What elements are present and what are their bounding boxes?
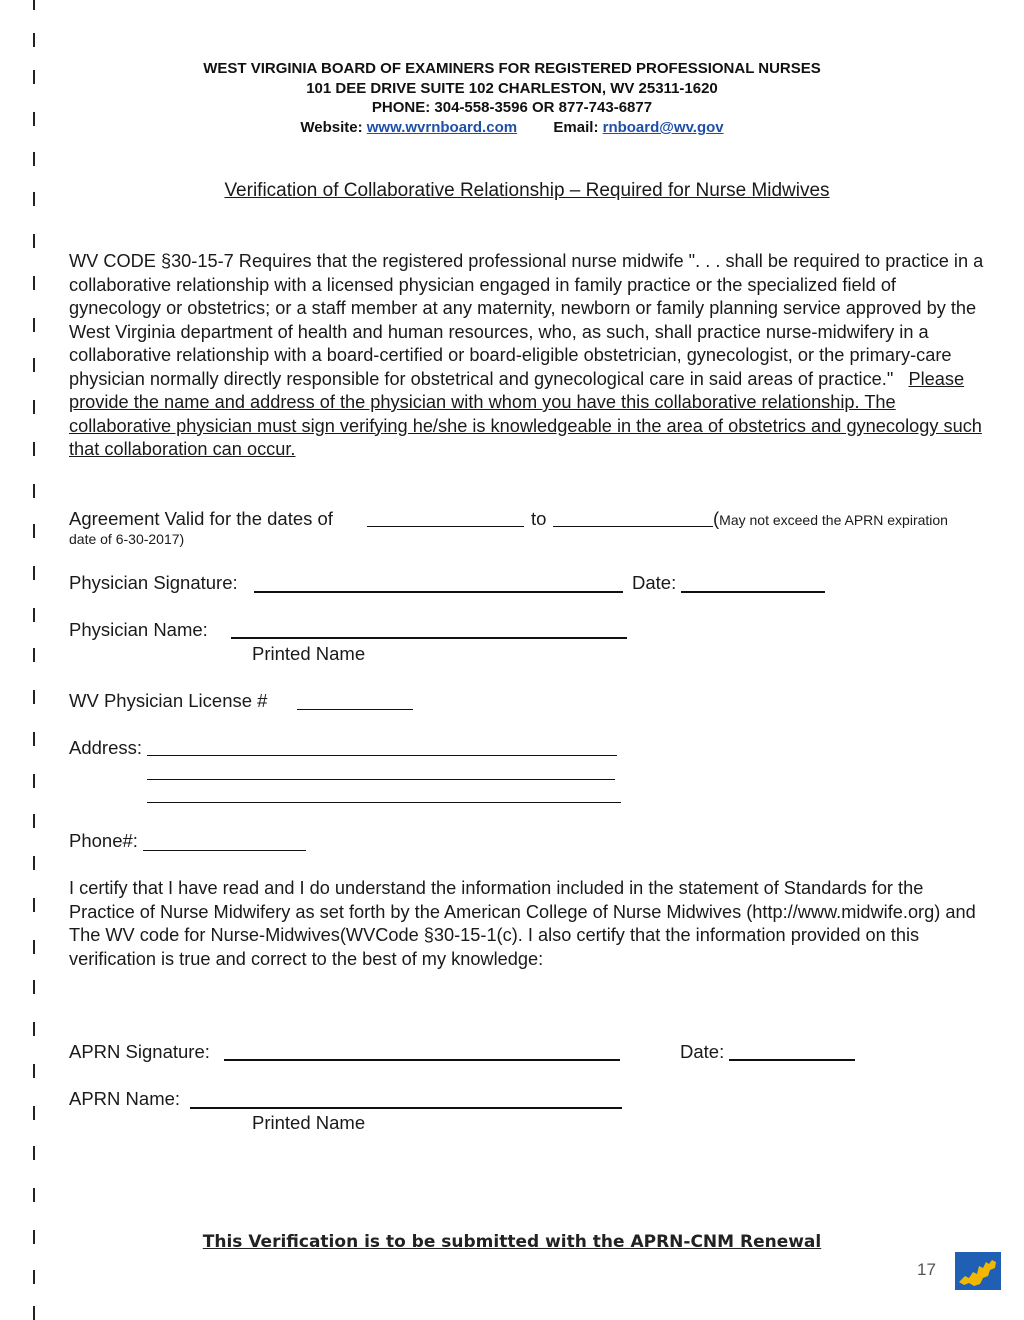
margin-mark	[33, 1064, 35, 1078]
address-line-1[interactable]	[147, 755, 617, 756]
license-label: WV Physician License #	[69, 690, 268, 711]
certification-paragraph: I certify that I have read and I do understand the information included in the statement of Standards for the Practice of Nurse Midwifery as set forth by the American College of Nurse Midwives (http://www.midwife.org) and The WV code for Nurse-Midwives(WVCode §30-15-1(c). I also certify that the information provided on this verification is true and correct to the best of my knowledge:	[69, 878, 976, 969]
margin-mark	[33, 524, 35, 538]
expiration-note-paren: (	[713, 508, 720, 529]
phone-label: Phone#:	[69, 830, 138, 851]
margin-mark	[33, 856, 35, 870]
margin-mark	[33, 152, 35, 166]
margin-mark	[33, 566, 35, 580]
aprn-name-label: APRN Name:	[69, 1088, 181, 1109]
margin-mark	[33, 1022, 35, 1036]
margin-mark	[33, 442, 35, 456]
website-label: Website:	[300, 119, 363, 136]
physician-name-label: Physician Name:	[69, 619, 208, 640]
margin-mark	[33, 358, 35, 372]
statute-instruction: Please provide the name and address of the physician with whom you have this collaborative relationship. The collaborative physician must sign verifying he/she is knowledgeable in the area of obstetrics and gynecology such that collaboration can occur.	[69, 368, 982, 459]
physician-signature-label: Physician Signature:	[69, 572, 238, 593]
margin-mark	[33, 732, 35, 746]
aprn-date-label: Date:	[680, 1041, 725, 1062]
margin-mark	[33, 608, 35, 622]
footer-note: This Verification is to be submitted with the APRN-CNM Renewal	[202, 1232, 822, 1252]
org-name: WEST VIRGINIA BOARD OF EXAMINERS FOR REGISTERED PROFESSIONAL NURSES	[203, 60, 821, 77]
wv-state-logo-icon	[955, 1252, 1001, 1290]
address-line-3[interactable]	[147, 802, 621, 803]
end-date-field[interactable]	[553, 526, 713, 527]
margin-mark	[33, 980, 35, 994]
org-phone: PHONE: 304-558-3596 OR 877-743-6877	[371, 99, 653, 116]
license-field[interactable]	[297, 709, 413, 710]
physician-date-label: Date:	[632, 572, 677, 593]
statute-paragraph	[69, 250, 989, 462]
aprn-name-field[interactable]	[190, 1107, 622, 1109]
website-link[interactable]: www.wvrnboard.com	[366, 119, 518, 136]
margin-mark	[33, 648, 35, 662]
margin-mark	[33, 774, 35, 788]
margin-mark	[33, 1146, 35, 1160]
email-label: Email:	[553, 119, 599, 136]
expiration-note	[713, 508, 948, 530]
physician-signature-field[interactable]	[254, 591, 623, 593]
aprn-signature-field[interactable]	[224, 1059, 620, 1061]
aprn-printed-name-caption: Printed Name	[252, 1112, 366, 1133]
form-title: Verification of Collaborative Relationship – Required for Nurse Midwives	[224, 180, 830, 201]
expiration-note-line2: date of 6-30-2017)	[69, 531, 185, 547]
aprn-date-field[interactable]	[729, 1059, 855, 1061]
page-number: 17	[917, 1260, 936, 1279]
margin-mark	[33, 940, 35, 954]
physician-name-field[interactable]	[231, 637, 627, 639]
margin-mark	[33, 1270, 35, 1284]
aprn-signature-label: APRN Signature:	[69, 1041, 210, 1062]
physician-printed-name-caption: Printed Name	[252, 643, 366, 664]
margin-mark	[33, 276, 35, 290]
address-label: Address:	[69, 737, 143, 758]
expiration-note-line1: May not exceed the APRN expiration	[719, 512, 948, 528]
margin-mark	[33, 318, 35, 332]
org-address: 101 DEE DRIVE SUITE 102 CHARLESTON, WV 25311-1620	[306, 80, 718, 97]
margin-mark	[33, 234, 35, 248]
margin-mark	[33, 0, 35, 10]
phone-field[interactable]	[143, 850, 306, 851]
margin-mark	[33, 814, 35, 828]
to-label: to	[531, 508, 547, 529]
contact-line	[0, 118, 1024, 137]
margin-mark	[33, 33, 35, 47]
margin-mark	[33, 898, 35, 912]
margin-mark	[33, 1106, 35, 1120]
agreement-label: Agreement Valid for the dates of	[69, 508, 333, 529]
margin-mark	[33, 690, 35, 704]
email-link[interactable]: rnboard@wv.gov	[602, 119, 724, 136]
start-date-field[interactable]	[367, 526, 524, 527]
address-line-2[interactable]	[147, 779, 615, 780]
statute-text: WV CODE §30-15-7 Requires that the registered professional nurse midwife ". . . shall be required to practice in a collaborative relationship with a licensed physician engaged in family practice or the specialized field of gynecology or obstetrics; or a staff member at any maternity, newborn or family planning service approved by the West Virginia department of health and human resources, who, as such, shall practice nurse-midwifery in a collaborative relationship with a board-certified or board-eligible obstetrician, gynecologist, or the primary-care physician normally directly responsible for obstetrical and gynecological care in said areas of practice."	[69, 251, 984, 389]
physician-date-field[interactable]	[681, 591, 825, 593]
margin-mark	[33, 1306, 35, 1320]
margin-mark	[33, 400, 35, 414]
margin-mark	[33, 1188, 35, 1202]
margin-mark	[33, 484, 35, 498]
